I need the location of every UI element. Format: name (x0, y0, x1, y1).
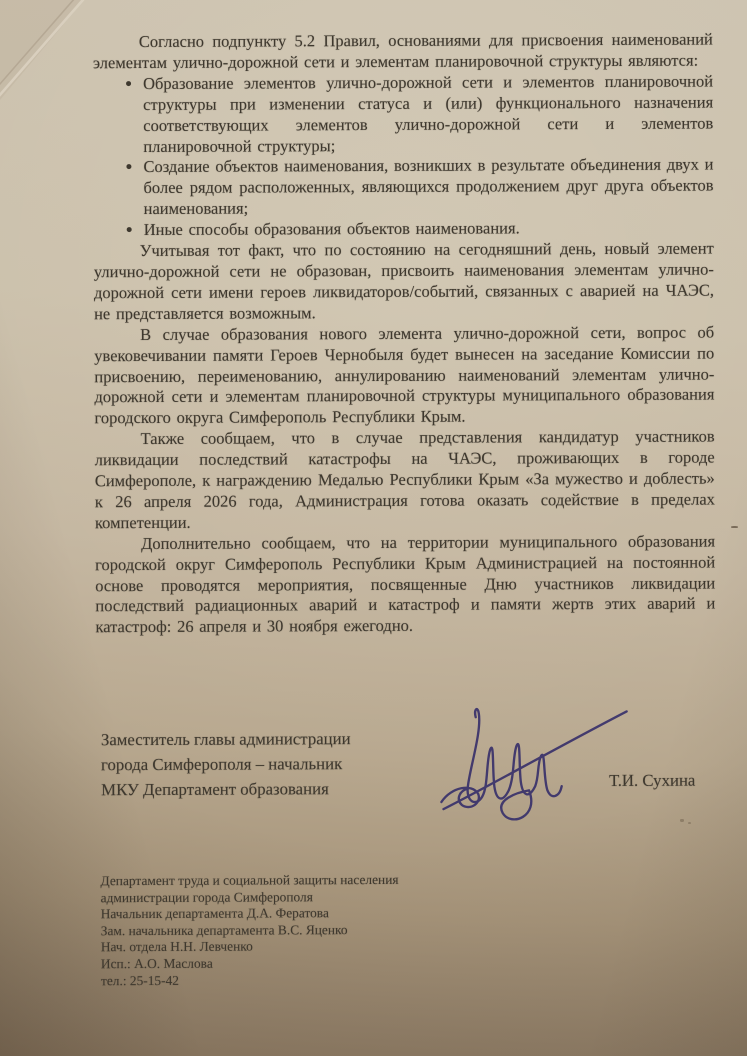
letter-paragraph: Учитывая тот факт, что по состоянию на сегодняшний день, новый элемент улично-дорожной сети не образован, присвоить наименования элементам улично-дорожной сети имени героев ликвидаторов/событий, связанных с аварией на ЧАЭС, не представляется возможным. (93, 238, 715, 323)
signer-position-line: МКУ Департамент образования (101, 779, 329, 800)
bullet-item: • Образование элементов улично-дорожной сети и элементов планировочной структуры при изменении статуса и (или) функционального назначения соответствующих элементов улично-дорожной сети и элементов планировочной структуры; (143, 71, 713, 157)
footer-line: Нач. отдела Н.Н. Левченко (100, 938, 253, 955)
letter-paragraph: Дополнительно сообщаем, что на территории муниципального образования городской округ Симферополь Республики Крым Администрацией на постоянной основе проводятся мероприятия, посвященные Дню участников ликвидации последствий радиационных аварий и катастроф и памяти жертв этих аварий и катастроф: 26 апреля и 30 ноября ежегодно. (95, 531, 716, 637)
footer-line: Зам. начальника департамента В.С. Яценко (100, 921, 348, 938)
paper-speck (680, 819, 684, 822)
signer-position-line: города Симферополя – начальник (100, 754, 343, 775)
signature-ink (431, 696, 636, 827)
intro-paragraph: Согласно подпункту 5.2 Правил, основаниями для присвоения наименований элементам улично-дорожной сети и элементам планировочной структуры являются: (92, 29, 713, 73)
paper-speck (731, 526, 738, 528)
letter-paragraph: В случае образования нового элемента улично-дорожной сети, вопрос об увековечивании памяти Героев Чернобыля будет вынесен на заседание Комиссии по присвоению, переименованию, аннулированию наименований элементам улично-дорожной сети и элементам планировочной структуры муниципального образования городского округа Симферополь Республики Крым. (94, 322, 715, 428)
letter-body (93, 30, 716, 639)
letter-paragraph: Также сообщаем, что в случае представления кандидатур участников ликвидации последствий катастрофы на ЧАЭС, проживающих в городе Симферополе, к награждению Медалью Республики Крым «За мужество и доблесть» к 26 апреля 2026 года, Администрация готова оказать содействие в пределах компетенции. (94, 426, 715, 533)
signer-position-line: Заместитель главы администрации (100, 729, 351, 750)
footer-line: Департамент труда и социальной защиты населения (100, 871, 399, 889)
bullet-item: • Создание объектов наименования, возникших в результате объединения двух и более рядом расположенных, являющихся продолжением друг друга объектов наименования; (143, 155, 713, 220)
signer-name: Т.И. Сухина (609, 770, 696, 790)
bullet-item: • Иные способы образования объектов наименования. (144, 218, 714, 241)
footer-line: администрации города Симферополя (100, 888, 313, 905)
paper-speck (688, 822, 691, 824)
footer-line: тел.: 25-15-42 (100, 972, 179, 988)
grounds-bullet-list (93, 71, 714, 241)
signer-position-block (101, 726, 401, 802)
footer-line: Начальник департамента Д.А. Фератова (100, 905, 329, 922)
department-footer (101, 871, 522, 989)
footer-line: Исп.: А.О. Маслова (100, 955, 213, 972)
